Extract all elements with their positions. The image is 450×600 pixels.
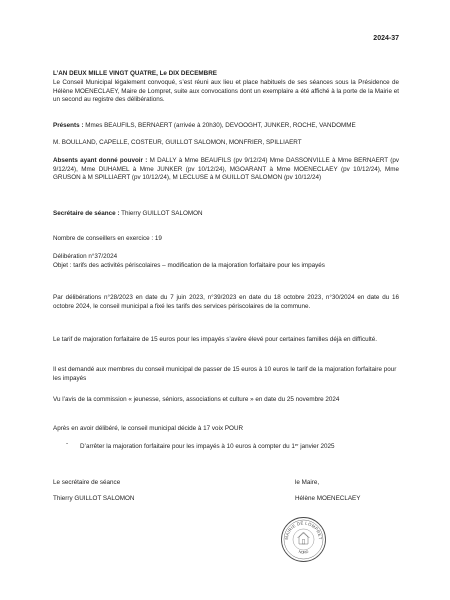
signature-left-title: Le secrétaire de séance [53, 479, 121, 486]
secretary-label: Secrétaire de séance : [53, 210, 120, 217]
presents-list: Mmes BEAUFILS, BERNAERT (arrivée à 20h30), DEVOOGHT, JUNKER, ROCHE, VANDOMME [83, 122, 356, 129]
paragraph-previous-deliberations: Par délibérations n°28/2023 en date du 7 juin 2023, n°39/2023 en date du 18 octobre 2023, n°30/2024 en date du 16 octobre 2024, le conseil municipal a fixé les tarifs des services périscolaires de la commune. [53, 294, 399, 310]
paragraph-vote: Après en avoir délibéré, le conseil municipal décide à 17 voix POUR [53, 425, 244, 432]
decision-text: D’arrêter la majoration forfaitaire pour les impayés à 10 euros à compter du 1 [80, 443, 295, 450]
presents-line [53, 122, 399, 131]
svg-text:NORD [298, 550, 309, 555]
paragraph-commission-opinion: Vu l’avis de la commission « jeunesse, séniors, associations et culture » en date du 25 novembre 2024 [53, 396, 340, 403]
presents-label: Présents : [53, 122, 84, 129]
presents-list-men: M. BOULLAND, CAPELLE, COSTEUR, GUILLOT SALOMON, MONFRIER, SPILLIAERT [53, 139, 302, 146]
deliberation-number: Délibération n°37/2024 [53, 253, 118, 260]
paragraph-request: Il est demandé aux membres du conseil municipal de passer de 15 euros à 10 euros le tarif de la majoration forfaitaire pour les impayés [53, 366, 397, 382]
town-hall-seal [280, 516, 327, 563]
signature-right-title: le Maire, [295, 479, 320, 486]
decision-text-end: janvier 2025 [298, 443, 335, 450]
deliberation-object: Objet : tarifs des activités périscolaires – modification de la majoration forfaitaire pour les impayés [53, 262, 325, 269]
absents-label: Absents ayant donné pouvoir : [53, 157, 148, 164]
absents-paragraph [53, 157, 399, 183]
paragraph-rate-too-high: Le tarif de majoration forfaitaire de 15 euros pour les impayés s’avère élevé pour certaines familles déjà en difficulté. [53, 336, 377, 343]
secretary-line [53, 210, 399, 219]
seal-text-bottom: NORD [297, 549, 310, 555]
decision-superscript: er [294, 442, 299, 447]
date-heading: L’AN DEUX MILLE VINGT QUATRE, Le DIX DECEMBRE [53, 70, 217, 77]
secretary-name: Thierry GUILLOT SALOMON [119, 210, 203, 217]
intro-paragraph: Le Conseil Municipal légalement convoqué, s’est réuni aux lieu et place habituels de ses séances sous la Présidence de Hélène MOENECLAEY, Maire de Lompret, suite aux convocations dont un exemplaire a été affiché à la porte de la Mairie et un second au registre des délibérations. [53, 79, 399, 104]
signature-left-name: Thierry GUILLOT SALOMON [53, 495, 135, 502]
seal-text-top: MAIRIE DE LOMPRET [283, 520, 324, 540]
decision-item [80, 443, 396, 452]
signature-right-name: Hélène MOENECLAEY [295, 495, 361, 502]
councillors-count: Nombre de conseillers en exercice : 19 [53, 235, 162, 242]
absents-list: M DALLY à Mme BEAUFILS (pv 9/12/24) Mme DASSONVILLE à Mme BERNAERT (pv 9/12/24), Mme DUHAMEL à Mme JUNKER (pv 10/12/24), MGOARANT à Mme MOENECLAEY (pv 10/12/24), Mme GRUSON à M SPILLIAERT (pv 10/12/24), M LECLUSE à M GUILLOT SALOMON (pv 10/12/24) [53, 157, 399, 182]
document-reference: 2024-37 [373, 35, 399, 42]
bullet-dash: - [66, 440, 69, 447]
svg-text:MAIRIE DE LOMPRET [284, 520, 323, 540]
